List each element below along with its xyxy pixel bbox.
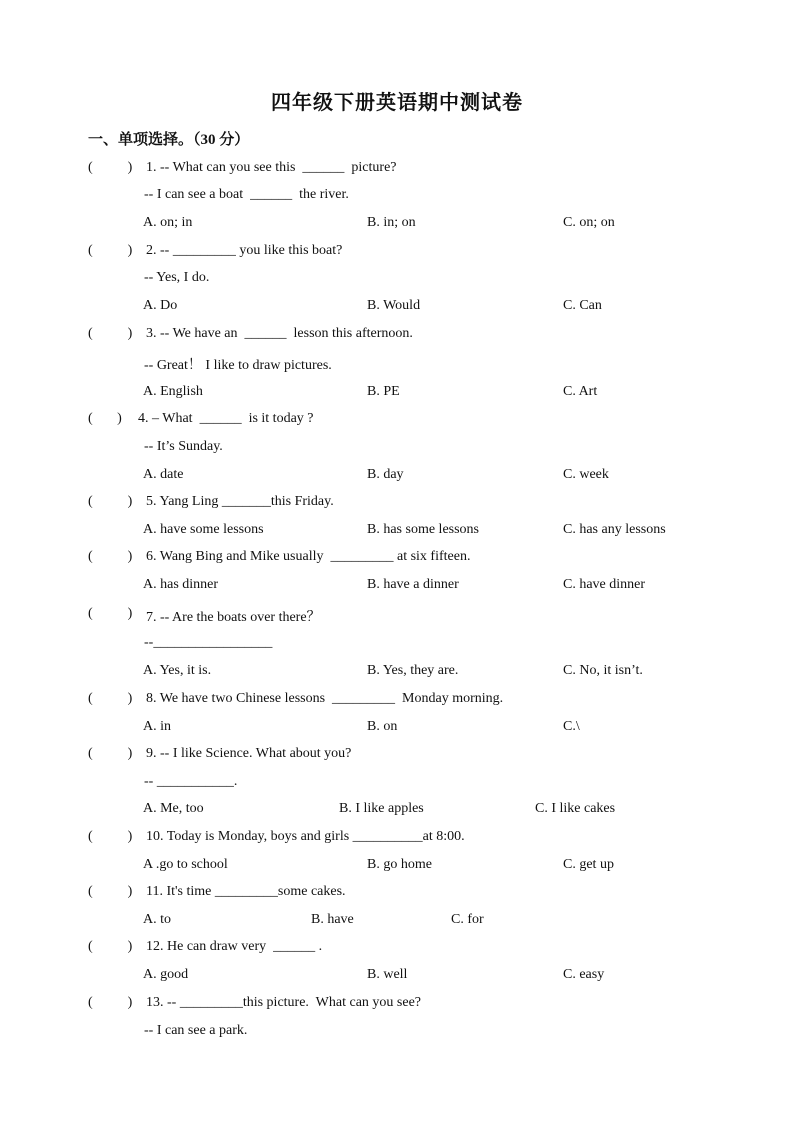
question-subline: -- ___________. [144, 774, 238, 789]
option-b: B. day [367, 467, 404, 482]
answer-paren: ( ) [88, 939, 133, 954]
option-c: C. get up [563, 857, 614, 872]
option-a: A. in [143, 719, 171, 734]
option-b: B. has some lessons [367, 522, 479, 537]
option-b: B. Yes, they are. [367, 663, 459, 678]
option-c: C. have dinner [563, 577, 646, 592]
question-stem: 13. -- _________this picture. What can you see? [146, 995, 422, 1010]
option-a: A. English [143, 384, 203, 399]
answer-paren: ( ) [88, 995, 133, 1010]
option-c: C.\ [563, 719, 580, 734]
option-a: A. Yes, it is. [143, 663, 212, 678]
option-c: C. Can [563, 298, 602, 313]
answer-paren: ( ) [88, 243, 133, 258]
question-subline: -- Yes, I do. [144, 270, 210, 285]
question-subline: -- I can see a park. [144, 1023, 248, 1038]
option-c: C. easy [563, 967, 605, 982]
option-a: A. good [143, 967, 189, 982]
question-stem: 7. -- Are the boats over there？ [146, 610, 321, 625]
answer-paren: ( ) [88, 160, 133, 175]
page-title: 四年级下册英语期中测试卷 [271, 92, 523, 114]
question-subline: -- I can see a boat ______ the river. [144, 187, 349, 202]
question-stem: 6. Wang Bing and Mike usually _________ at six fifteen. [146, 549, 471, 564]
answer-paren: ( ) [88, 829, 133, 844]
option-b: B. in; on [367, 215, 416, 230]
option-c: C. for [451, 912, 484, 927]
question-stem: 5. Yang Ling _______this Friday. [146, 494, 334, 509]
answer-paren: ( ) [88, 494, 133, 509]
option-a: A. Do [143, 298, 178, 313]
answer-paren: ( ) [88, 746, 133, 761]
option-c: C. Art [563, 384, 598, 399]
option-b: B. I like apples [339, 801, 424, 816]
question-stem: 1. -- What can you see this ______ picture? [146, 160, 397, 175]
question-stem: 3. -- We have an ______ lesson this afternoon. [146, 326, 413, 341]
question-subline: --_________________ [144, 635, 273, 650]
section-heading: 一、单项选择。（30 分） [88, 132, 250, 148]
option-c: C. No, it isn’t. [563, 663, 643, 678]
question-stem: 4. – What ______ is it today ? [138, 411, 314, 426]
question-stem: 9. -- I like Science. What about you? [146, 746, 352, 761]
option-a: A .go to school [143, 857, 228, 872]
option-c: C. has any lessons [563, 522, 666, 537]
answer-paren: ( ) [88, 549, 133, 564]
option-a: A. have some lessons [143, 522, 264, 537]
option-a: A. has dinner [143, 577, 219, 592]
option-c: C. week [563, 467, 609, 482]
option-b: B. well [367, 967, 408, 982]
answer-paren: ( ) [88, 884, 133, 899]
option-a: A. to [143, 912, 171, 927]
answer-paren: ( ) [88, 606, 133, 621]
answer-paren: ( ) [88, 691, 133, 706]
option-b: B. go home [367, 857, 432, 872]
option-a: A. date [143, 467, 184, 482]
option-b: B. have a dinner [367, 577, 459, 592]
question-stem: 10. Today is Monday, boys and girls __________at 8:00. [146, 829, 465, 844]
question-stem: 12. He can draw very ______ . [146, 939, 323, 954]
question-subline: -- It’s Sunday. [144, 439, 223, 454]
option-b: B. have [311, 912, 354, 927]
option-c: C. I like cakes [535, 801, 616, 816]
option-a: A. Me, too [143, 801, 204, 816]
answer-paren: ( ) [88, 411, 122, 426]
option-b: B. on [367, 719, 398, 734]
option-c: C. on; on [563, 215, 615, 230]
option-a: A. on; in [143, 215, 193, 230]
answer-paren: ( ) [88, 326, 133, 341]
question-stem: 11. It's time _________some cakes. [146, 884, 346, 899]
question-stem: 8. We have two Chinese lessons _________ Monday morning. [146, 691, 504, 706]
option-b: B. PE [367, 384, 400, 399]
question-stem: 2. -- _________ you like this boat? [146, 243, 343, 258]
option-b: B. Would [367, 298, 421, 313]
question-subline: -- Great！ I like to draw pictures. [144, 358, 332, 373]
